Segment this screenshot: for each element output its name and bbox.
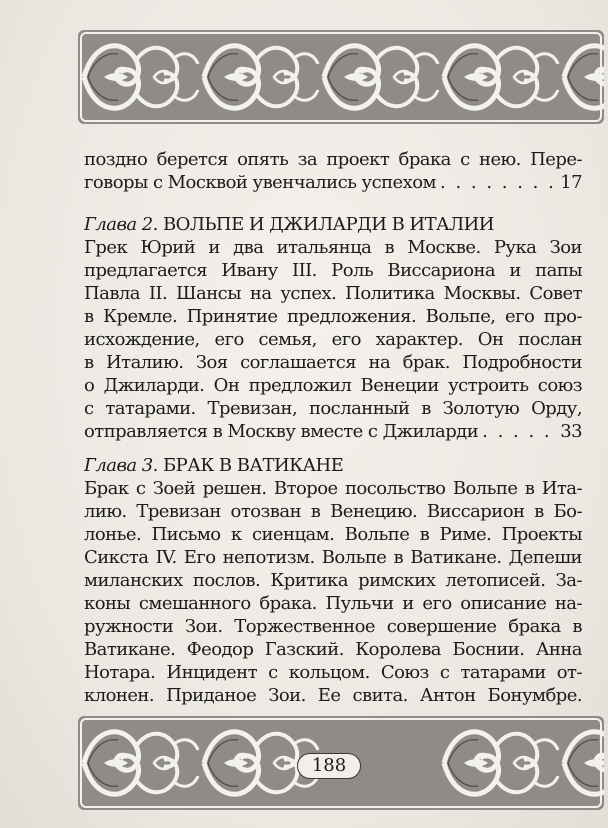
- chapter-heading: [84, 213, 582, 236]
- text-line: поздно берется опять за проект брака с нею. Пере-: [84, 149, 582, 170]
- dot-leader: [440, 171, 556, 194]
- toc-entry-chapter2: [84, 213, 582, 443]
- text-line: Нотара. Инцидент с кольцом. Союз с татарами от-: [84, 662, 582, 683]
- toc-page-number: 17: [560, 172, 582, 193]
- ornament-top-svg: [78, 30, 604, 124]
- text-line: с татарами. Тревизан, посланный в Золотую Орду,: [84, 398, 582, 419]
- chapter-label: Глава 2.: [84, 214, 158, 235]
- toc-leader-line: [84, 171, 582, 194]
- text-line: в Италию. Зоя соглашается на брак. Подробности: [84, 352, 582, 373]
- toc-line-text: говоры с Москвой увенчались успехом: [84, 172, 437, 193]
- text-line: ружности Зои. Торжественное совершение брака в: [84, 616, 582, 637]
- toc-page-number: 33: [560, 421, 582, 442]
- text-line: Грек Юрий и два итальянца в Москве. Рука Зои: [84, 237, 582, 258]
- text-line: в Кремле. Принятие предложения. Вольпе, его про-: [84, 306, 582, 327]
- chapter-heading: [84, 454, 582, 477]
- page-number-badge: 188: [297, 753, 361, 779]
- text-line: лонье. Письмо к сиенцам. Вольпе в Риме. Проекты: [84, 524, 582, 545]
- text-line: лию. Тревизан отозван в Венецию. Виссарион в Бо-: [84, 501, 582, 522]
- toc-entry-chapter3: [84, 454, 582, 707]
- text-line: предлагается Ивану III. Роль Виссариона и папы: [84, 260, 582, 281]
- text-line: миланских послов. Критика римских летописей. За-: [84, 570, 582, 591]
- text-line: исхождение, его семья, его характер. Он послан: [84, 329, 582, 350]
- text-line: Брак с Зоей решен. Второе посольство Вольпе в Ита-: [84, 478, 582, 499]
- text-line: Павла II. Шансы на успех. Политика Москвы. Совет: [84, 283, 582, 304]
- toc-line-text: отправляется в Москву вместе с Джиларди: [84, 421, 479, 442]
- chapter-title: БРАК В ВАТИКАНЕ: [163, 455, 344, 476]
- text-line: коны смешанного брака. Пульчи и его описание на-: [84, 593, 582, 614]
- chapter-label: Глава 3.: [84, 455, 158, 476]
- top-ornament-band: [78, 30, 604, 124]
- text-line: Ватикане. Феодор Газский. Королева Боснии. Анна: [84, 639, 582, 660]
- text-line: о Джиларди. Он предложил Венеции устроить союз: [84, 375, 582, 396]
- dot-leader: [482, 420, 556, 443]
- chapter-title: ВОЛЬПЕ И ДЖИЛАРДИ В ИТАЛИИ: [163, 214, 494, 235]
- toc-leader-line: [84, 420, 582, 443]
- toc-entry-chapter1-tail: [84, 148, 582, 194]
- text-line: клонен. Приданое Зои. Ее свита. Антон Бонумбре.: [84, 685, 582, 706]
- text-line: Сикста IV. Его непотизм. Вольпе в Ватикане. Депеши: [84, 547, 582, 568]
